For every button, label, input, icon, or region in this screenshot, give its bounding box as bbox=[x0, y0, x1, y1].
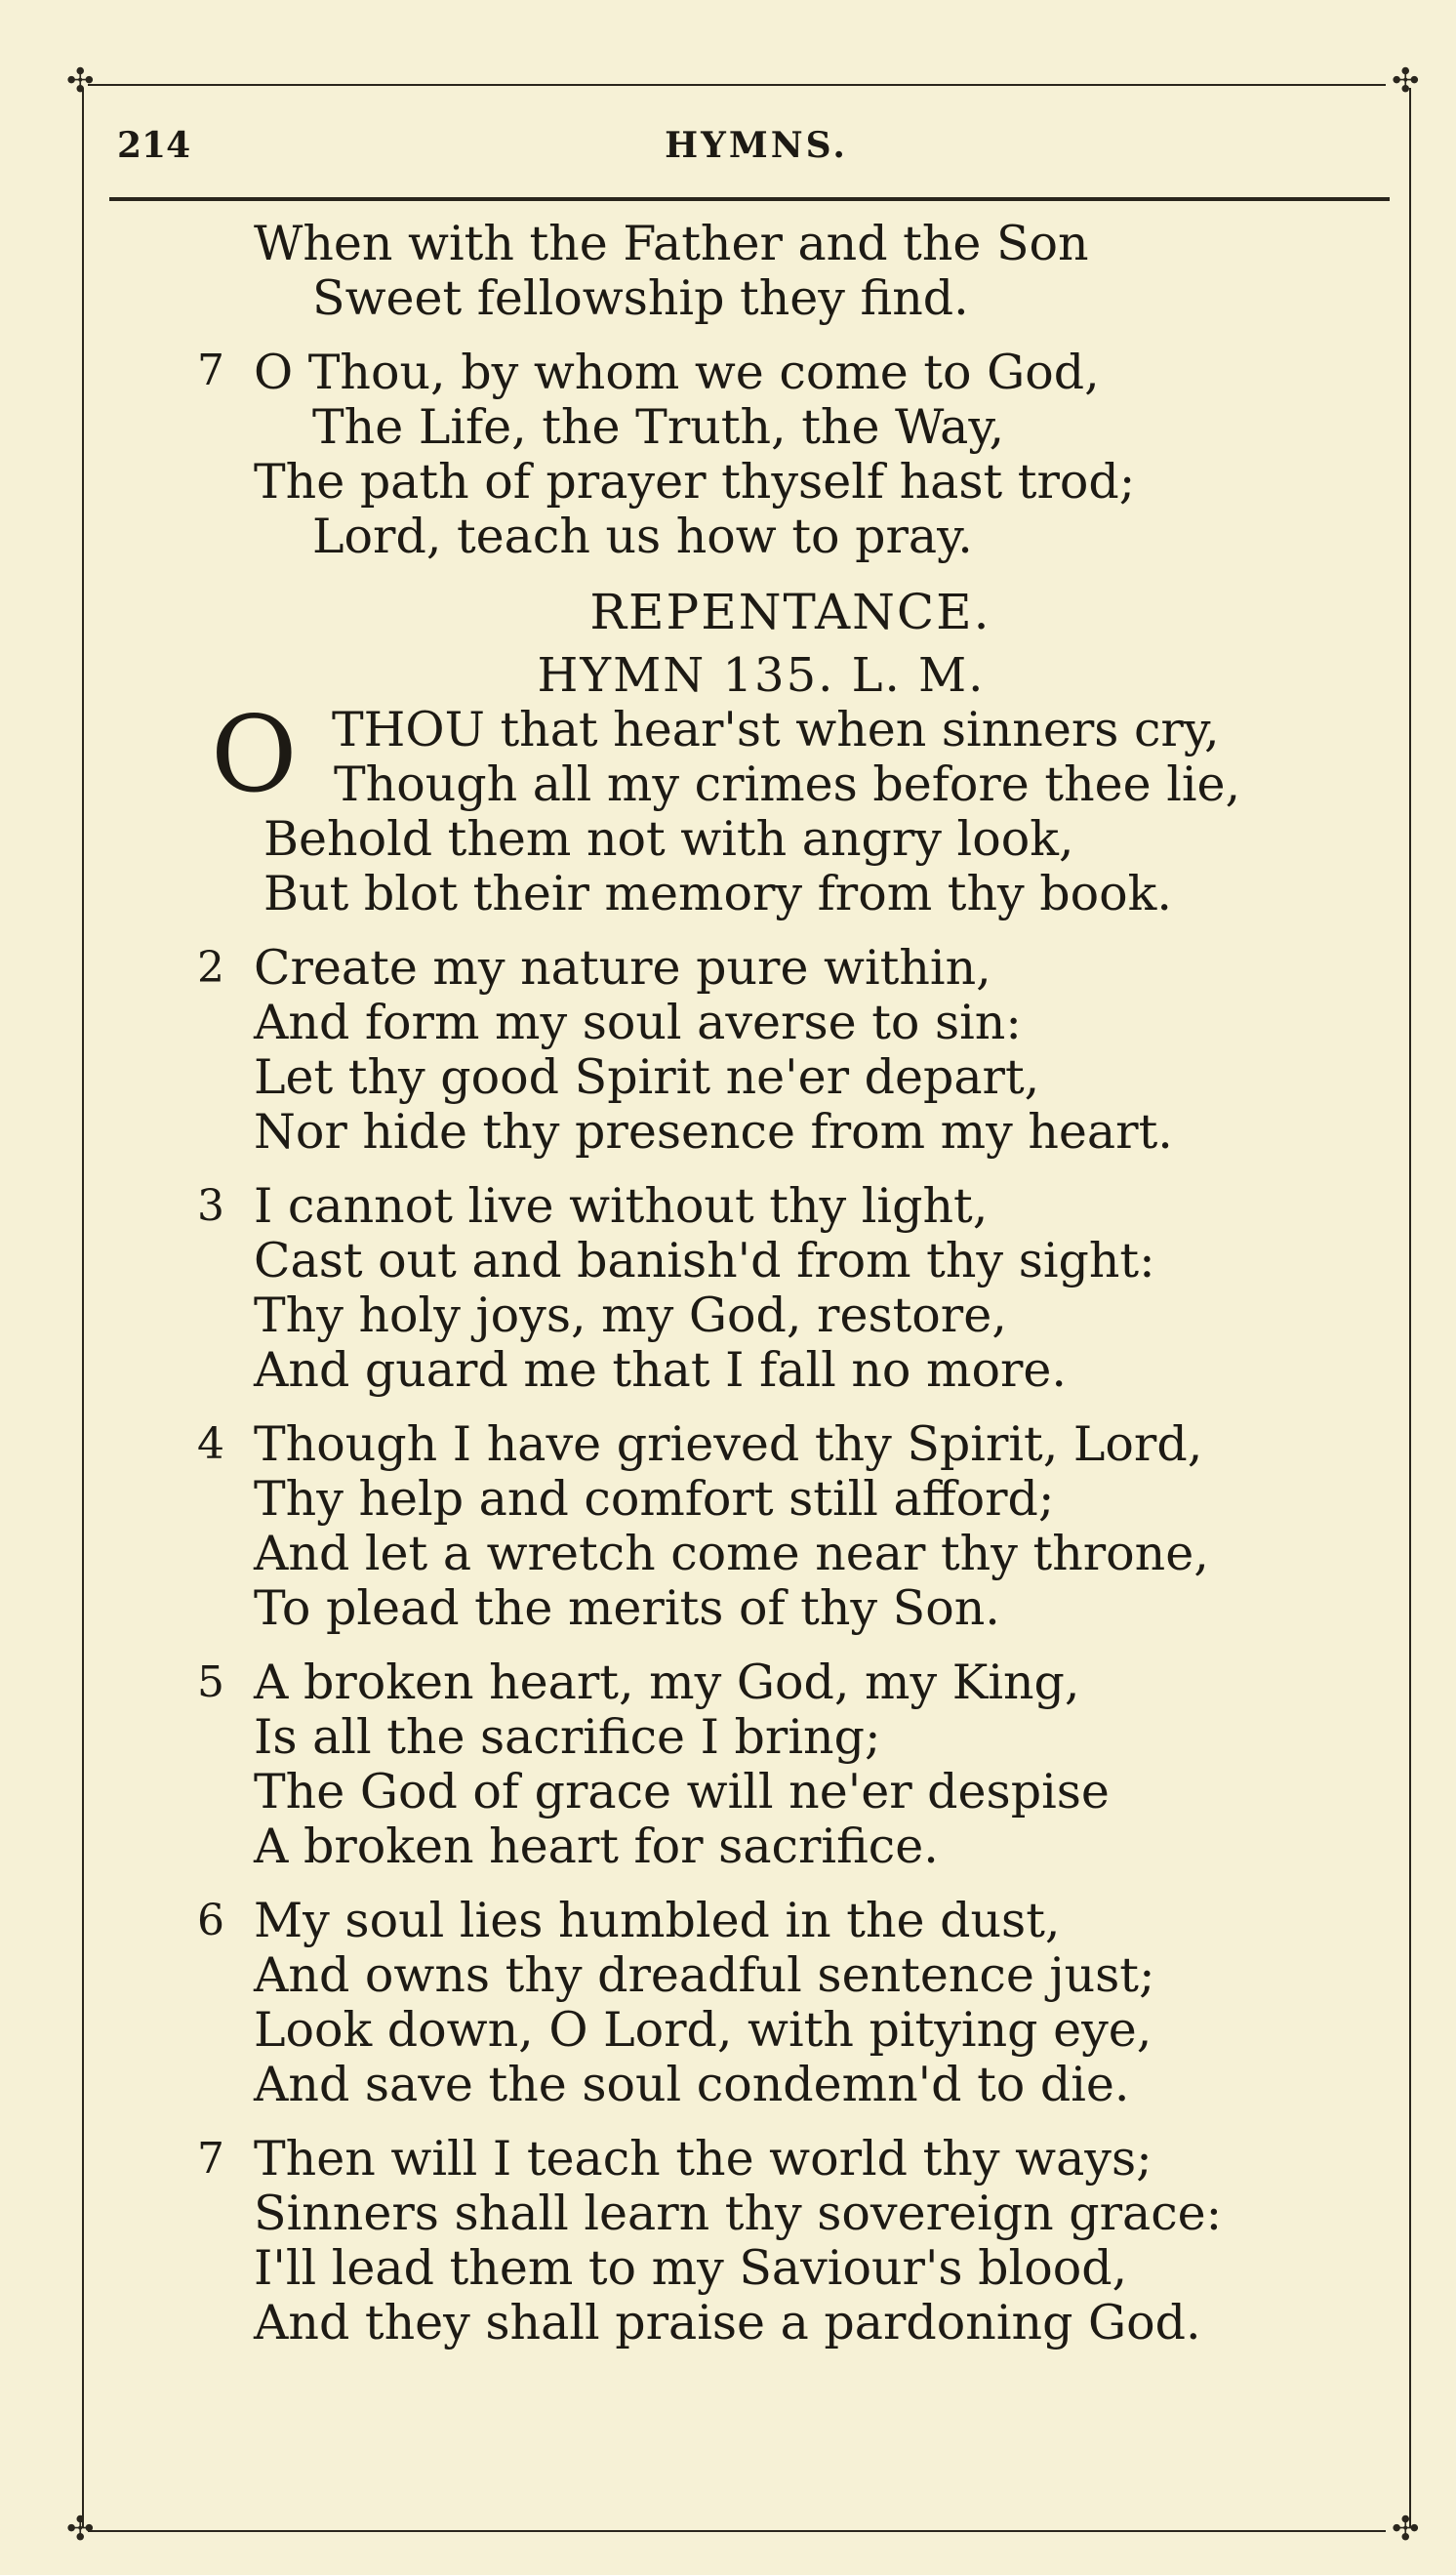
verse-line: The path of prayer thyself hast trod; bbox=[254, 454, 1136, 510]
verse-line: THOU that hear'st when sinners cry, bbox=[332, 702, 1220, 757]
verse-line: Then will I teach the world thy ways; bbox=[254, 2131, 1153, 2187]
verse-line: Nor hide thy presence from my heart. bbox=[254, 1104, 1173, 1160]
verse-line: Sinners shall learn thy sovereign grace: bbox=[254, 2186, 1223, 2241]
verse-line: Though all my crimes before thee lie, bbox=[334, 756, 1241, 812]
stanza-number: 2 bbox=[197, 943, 224, 993]
header-rule bbox=[109, 197, 1390, 201]
drop-cap: O bbox=[211, 694, 298, 816]
verse-line: But blot their memory from thy book. bbox=[263, 866, 1172, 921]
verse-line: A broken heart, my God, my King, bbox=[254, 1655, 1080, 1710]
page-header bbox=[117, 125, 1395, 174]
stanza-number: 6 bbox=[197, 1896, 224, 1945]
verse-line: The Life, the Truth, the Way, bbox=[312, 399, 1005, 455]
stanza-number: 3 bbox=[197, 1181, 224, 1231]
stanza-number: 4 bbox=[197, 1419, 224, 1469]
verse-line: The God of grace will ne'er despise bbox=[254, 1764, 1110, 1819]
verse-line: Though I have grieved thy Spirit, Lord, bbox=[254, 1416, 1203, 1472]
hymn-title: HYMN 135. L. M. bbox=[537, 648, 986, 703]
stanza bbox=[117, 217, 1395, 326]
stanza bbox=[117, 941, 1395, 1160]
verse-line: I cannot live without thy light, bbox=[254, 1178, 989, 1234]
verse-line: When with the Father and the Son bbox=[254, 216, 1089, 271]
verse-line: Cast out and banish'd from thy sight: bbox=[254, 1233, 1155, 1288]
verse-line: Create my nature pure within, bbox=[254, 940, 991, 996]
verse-line: I'll lead them to my Saviour's blood, bbox=[254, 2240, 1128, 2296]
page-content bbox=[117, 217, 1395, 2370]
verse-line: And they shall praise a pardoning God. bbox=[254, 2295, 1201, 2350]
verse-line: My soul lies humbled in the dust, bbox=[254, 1893, 1061, 1948]
stanza-number: 7 bbox=[197, 2134, 224, 2184]
verse-line: Lord, teach us how to pray. bbox=[312, 509, 973, 564]
verse-line: And owns thy dreadful sentence just; bbox=[254, 1947, 1155, 2003]
stanza bbox=[117, 1894, 1395, 2112]
stanza bbox=[117, 1417, 1395, 1636]
corner-ornament-top-left: ✣ bbox=[66, 61, 95, 101]
page-number: 214 bbox=[117, 125, 191, 166]
verse-line: And save the soul condemn'd to die. bbox=[254, 2057, 1130, 2112]
previous-hymn-continuation bbox=[117, 217, 1395, 564]
verse-line: Let thy good Spirit ne'er depart, bbox=[254, 1049, 1040, 1105]
verse-line: Behold them not with angry look, bbox=[263, 811, 1074, 867]
verse-line: And guard me that I fall no more. bbox=[254, 1342, 1067, 1398]
running-head: HYMNS. bbox=[665, 125, 848, 166]
corner-ornament-bottom-right: ✣ bbox=[1392, 2510, 1420, 2549]
verse-line: And let a wretch come near thy throne, bbox=[254, 1526, 1209, 1581]
stanza bbox=[117, 1655, 1395, 1874]
verse-line: A broken heart for sacrifice. bbox=[254, 1819, 939, 1874]
verse-line: Look down, O Lord, with pitying eye, bbox=[254, 2002, 1153, 2058]
corner-ornament-bottom-left: ✣ bbox=[66, 2510, 95, 2549]
hymn-first-stanza bbox=[117, 694, 1395, 921]
section-heading: REPENTANCE. bbox=[589, 584, 991, 640]
verse-line: O Thou, by whom we come to God, bbox=[254, 345, 1100, 400]
left-border bbox=[82, 88, 84, 2528]
stanza bbox=[117, 2132, 1395, 2350]
stanza-number: 5 bbox=[197, 1657, 224, 1707]
stanza bbox=[117, 346, 1395, 564]
verse-line: Is all the sacrifice I bring; bbox=[254, 1709, 881, 1765]
bottom-rule bbox=[88, 2530, 1386, 2532]
verse-line: Sweet fellowship they find. bbox=[312, 270, 969, 326]
hymn-stanzas bbox=[117, 941, 1395, 2350]
corner-ornament-top-right: ✣ bbox=[1392, 61, 1420, 101]
stanza-number: 7 bbox=[197, 346, 224, 395]
verse-line: Thy help and comfort still afford; bbox=[254, 1471, 1055, 1527]
right-border bbox=[1409, 88, 1411, 2528]
top-rule bbox=[88, 84, 1386, 86]
verse-line: To plead the merits of thy Son. bbox=[254, 1580, 1000, 1636]
verse-line: And form my soul averse to sin: bbox=[254, 995, 1022, 1050]
verse-line: Thy holy joys, my God, restore, bbox=[254, 1288, 1007, 1343]
stanza bbox=[117, 1179, 1395, 1398]
